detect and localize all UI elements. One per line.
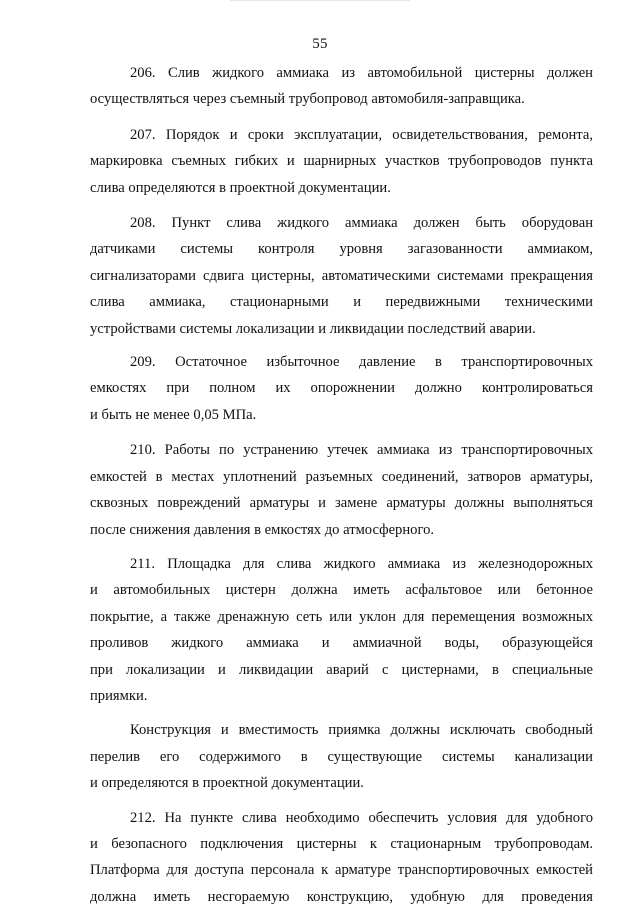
text-line: сквозных повреждений арматуры и замене арматуры должны выполняться: [90, 495, 593, 512]
paragraph: [90, 122, 593, 201]
paragraph: [90, 551, 593, 709]
text-line: сигнализаторами сдвига цистерны, автоматическими системами прекращения: [90, 267, 593, 284]
text-line: 210. Работы по устранению утечек аммиака из транспортировочных: [130, 442, 593, 459]
text-line: после снижения давления в емкостях до атмосферного.: [90, 521, 435, 538]
text-line: приямки.: [90, 687, 148, 704]
text-line: 208. Пункт слива жидкого аммиака должен быть оборудован: [130, 215, 593, 232]
text-line: и автомобильных цистерн должна иметь асфальтовое или бетонное: [90, 582, 593, 599]
text-line: устройствами системы локализации и ликвидации последствий аварии.: [90, 320, 536, 337]
paragraph: [90, 210, 593, 342]
paragraph: [90, 717, 593, 796]
text-line: и определяются в проектной документации.: [90, 775, 364, 792]
text-line: слива определяются в проектной документации.: [90, 179, 391, 196]
text-line: 209. Остаточное избыточное давление в транспортировочных: [130, 354, 593, 371]
text-line: 212. На пункте слива необходимо обеспечить условия для удобного: [130, 809, 593, 826]
text-line: Конструкция и вместимость приямка должны исключать свободный: [130, 722, 593, 739]
text-line: Платформа для доступа персонала к арматуре транспортировочных емкостей: [90, 862, 593, 879]
paragraph: [90, 437, 593, 543]
scan-top-edge: [230, 0, 410, 1]
document-body: [90, 60, 593, 910]
text-line: и безопасного подключения цистерны к стационарным трубопроводам.: [90, 835, 593, 852]
text-line: проливов жидкого аммиака и аммиачной воды, образующейся: [90, 635, 593, 652]
text-line: должна иметь несгораемую конструкцию, удобную для проведения: [90, 888, 593, 905]
text-line: при локализации и ликвидации аварий с цистернами, в специальные: [90, 661, 593, 678]
text-line: покрытие, а также дренажную сеть или уклон для перемещения возможных: [90, 608, 593, 625]
text-line: 207. Порядок и сроки эксплуатации, освидетельствования, ремонта,: [130, 126, 593, 143]
paragraph: [90, 349, 593, 428]
text-line: 211. Площадка для слива жидкого аммиака из железнодорожных: [130, 555, 593, 572]
text-line: и быть не менее 0,05 МПа.: [90, 406, 257, 423]
text-line: датчиками системы контроля уровня загазованности аммиаком,: [90, 241, 593, 258]
paragraph: [90, 805, 593, 910]
text-line: емкостях при полном их опорожнении должно контролироваться: [90, 380, 593, 397]
text-line: емкостей в местах уплотнений разъемных соединений, затворов арматуры,: [90, 468, 593, 485]
text-line: 206. Слив жидкого аммиака из автомобильной цистерны должен: [130, 65, 593, 81]
page-number: 55: [312, 36, 328, 52]
text-line: перелив его содержимого в существующие системы канализации: [90, 748, 593, 765]
text-line: маркировка съемных гибких и шарнирных участков трубопроводов пункта: [90, 153, 593, 170]
text-line: осуществляться через съемный трубопровод автомобиля-заправщика.: [90, 91, 525, 108]
text-line: слива аммиака, стационарными и передвижными техническими: [90, 294, 593, 311]
paragraph: [90, 60, 593, 113]
